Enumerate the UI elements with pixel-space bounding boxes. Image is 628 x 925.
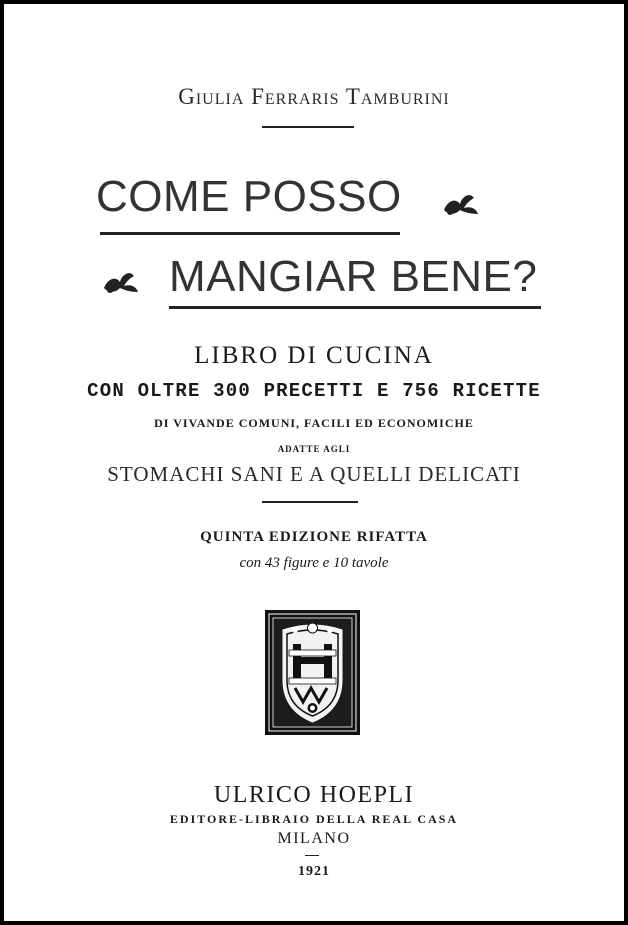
publisher-city: MILANO xyxy=(277,830,351,847)
title-line-1: COME POSSO xyxy=(96,172,402,221)
fleuron-icon xyxy=(100,268,140,301)
title-line-2: MANGIAR BENE? xyxy=(169,252,538,301)
description-rule xyxy=(262,501,358,503)
publisher-name: ULRICO HOEPLI xyxy=(213,782,415,808)
author-name: Giulia Ferraris Tamburini xyxy=(178,84,450,109)
figures-note: con 43 figure e 10 tavole xyxy=(239,555,389,571)
subtitle: LIBRO DI CUCINA xyxy=(194,342,434,369)
publisher-role: EDITORE-LIBRAIO DELLA REAL CASA xyxy=(169,812,459,826)
description-line-1: CON OLTRE 300 PRECETTI E 756 RICETTE xyxy=(87,380,541,402)
edition: QUINTA EDIZIONE RIFATTA xyxy=(200,529,428,545)
year-rule xyxy=(305,855,319,856)
title-rule-1 xyxy=(100,232,400,235)
author-rule xyxy=(262,126,354,128)
publication-year: 1921 xyxy=(298,864,330,879)
title-rule-2 xyxy=(169,306,541,309)
fleuron-icon xyxy=(440,190,480,223)
publisher-emblem xyxy=(265,610,360,735)
description-line-2: DI VIVANDE COMUNI, FACILI ED ECONOMICHE xyxy=(154,416,474,430)
description-line-4: STOMACHI SANI E A QUELLI DELICATI xyxy=(107,462,521,486)
description-line-3: ADATTE AGLI xyxy=(277,444,351,454)
